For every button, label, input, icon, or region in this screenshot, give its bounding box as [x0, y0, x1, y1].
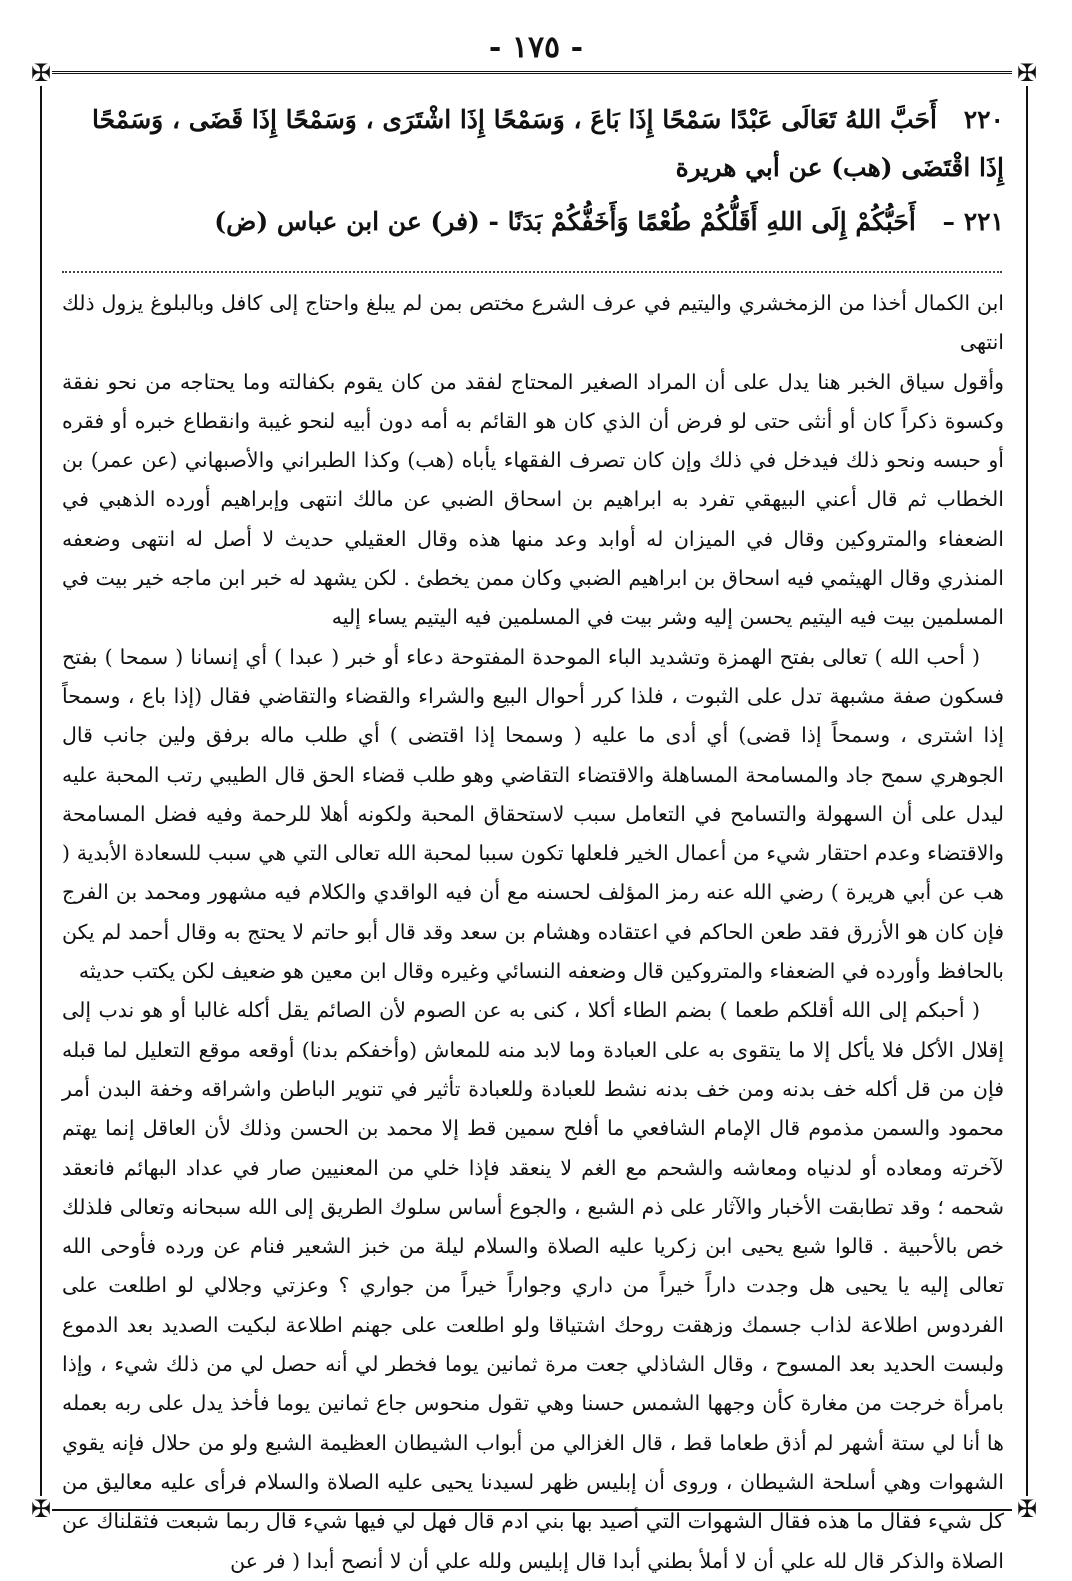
hadith-text: أَحَبَّ اللهُ تَعَالَى عَبْدًا سَمْحًا إِذَا بَاعَ ، وَسَمْحًا إِذَا اشْتَرَى ، وَسَمْحًا إِذَا قَضَى ، وَسَمْحًا إِذَا اقْتَضَى	[92, 105, 1004, 182]
dotted-divider	[62, 271, 1002, 273]
frame-right-rule	[1026, 86, 1028, 1496]
hadith-source: (هب) عن أبي هريرة	[675, 153, 893, 182]
hadith-220	[62, 96, 1004, 192]
hadith-section	[62, 96, 1004, 246]
hadith-text: أَحَبُّكُمْ إِلَى اللهِ أَقَلُّكُمْ طُعْمًا وَأَخَفُّكُمْ بَدَنًا - (فر) عن ابن عباس (ض)	[214, 207, 916, 236]
corner-ornament-icon: ✠	[30, 59, 52, 87]
frame-left-rule	[40, 86, 42, 1496]
corner-ornament-icon: ✠	[1016, 59, 1038, 87]
hadith-number: ٢٢١ –	[942, 207, 1004, 236]
commentary-paragraph: ( أحب الله ) تعالى بفتح الهمزة وتشديد الباء الموحدة المفتوحة دعاء أو خبر ( عبدا ) أي إنسانا ( سمحا ) بفتح فسكون صفة مشبهة تدل على الثبوت ، فلذا كرر أحوال البيع والشراء والقضاء والتقاضي فقال (إذا باع ، وسمحاً إذا اشترى ، وسمحاً إذا قضى) أي أدى ما عليه ( وسمحا إذا اقتضى ) أي طلب ماله برفق ولين جانب قال الجوهري سمح جاد والمسامحة المساهلة والاقتضاء التقاضي وهو طلب قضاء الحق قال الطيبي رتب المحبة عليه ليدل على أن السهولة والتسامح في التعامل سبب لاستحقاق المحبة ولكونه أهلا للرحمة وفيه فضل المسامحة والاقتضاء وعدم احتقار شيء من أعمال الخير فلعلها تكون سببا لمحبة الله تعالى التي هي سبب للسعادة الأبدية ( هب عن أبي هريرة ) رضي الله عنه رمز المؤلف لحسنه مع أن فيه الواقدي والكلام فيه مشهور ومحمد بن الفرج فإن كان هو الأزرق فقد طعن الحاكم في اعتقاده وهشام بن سعد وقد قال أبو حاتم لا يحتج به وقال أحمد لم يكن بالحافظ وأورده في الضعفاء والمتروكين قال وضعفه النسائي وغيره وقال ابن معين هو ضعيف لكن يكتب حديثه	[62, 644, 1004, 984]
corner-ornament-icon: ✠	[1016, 1495, 1038, 1523]
page-number: - ١٧٥ -	[488, 30, 584, 65]
frame-top-rule	[52, 71, 1012, 74]
commentary-paragraph: ( أحبكم إلى الله أقلكم طعما ) بضم الطاء أكلا ، كنى به عن الصوم لأن الصائم يقل أكله غالبا أو هو ندب إلى إقلال الأكل فلا يأكل إلا ما يتقوى به على العبادة وما لابد منه للمعاش (وأخفكم بدنا) أوقعه موقع التعليل لما قبله فإن من قل أكله خف بدنه ومن خف بدنه نشط للعبادة وللعبادة تأثير في تنوير الباطن واشراقه وخفة البدن أمر محمود والسمن مذموم قال الإمام الشافعي ما أفلح سمين قط إلا محمد بن الحسن وذلك لأن العاقل إنما يهتم لآخرته ومعاده أو لدنياه ومعاشه والشحم مع الغم لا ينعقد فإذا خلي من المعنيين صار في عداد البهائم فانعقد شحمه ؛ وقد تطابقت الأخبار والآثار على ذم الشبع ، والجوع أساس سلوك الطريق إلى الله سبحانه وتعالى فلذلك خص بالأحبية . قالوا شبع يحيى ابن زكريا عليه الصلاة والسلام ليلة من خبز الشعير فنام عن ورده فأوحى الله تعالى إليه يا يحيى هل وجدت داراً خيراً من داري وجواراً خيراً من جواري ؟ وعزتي وجلالي لو اطلعت على الفردوس اطلاعة لذاب جسمك وزهقت روحك اشتياقا ولو اطلعت على جهنم اطلاعة لبكيت الصديد بعد الدموع ولبست الحديد بعد المسوح ، وقال الشاذلي جعت مرة ثمانين يوما فخطر لي أنه حصل لي من ذلك شيء ، وإذا بامرأة خرجت من مغارة كأن وجهها الشمس حسنا وهي تقول منحوس جاع ثمانين يوما فأخذ يدل على ربه بعمله ها أنا لي ستة أشهر لم أذق طعاما قط ، قال الغزالي من أبواب الشيطان العظيمة الشبع ولو من حلال فإنه يقوي الشهوات وهي أسلحة الشيطان ، وروى أن إبليس ظهر لسيدنا يحيى عليه الصلاة والسلام فرأى عليه معاليق من كل شيء فقال ما هذه فقال الشهوات التي أصيد بها بني آدم قال فهل لي فيها شيء قال ربما شبعت فثقلناك عن الصلاة والذكر قال لله علي أن لا أملأ بطني أبدا قال إبليس ولله علي أن لا أنصح أبدا ( فر عن	[62, 998, 1004, 1573]
commentary-section	[62, 284, 1004, 1581]
commentary-paragraph: وأقول سياق الخبر هنا يدل على أن المراد الصغير المحتاج لفقد من كان يقوم بكفالته وما يحتاجه من نحو نفقة وكسوة ذكراً كان أو أنثى حتى لو فرض أن الذي كان هو القائم به أمه دون أبيه لنحو غيبة وانقطاع خبره أو فقره أو حبسه ونحو ذلك فيدخل في ذلك وإن كان تصرف الفقهاء يأباه (هب) وكذا الطبراني والأصبهاني (عن عمر) بن الخطاب ثم قال أعني البيهقي تفرد به ابراهيم بن اسحاق الضبي عن مالك انتهى وإبراهيم أورده الذهبي في الضعفاء والمتروكين وقال في الميزان له أوابد وعد منها هذه وقال العقيلي حديث لا أصل له انتهى وضعفه المنذري وقال الهيثمي فيه اسحاق بن ابراهيم الضبي وكان ممن يخطئ . لكن يشهد له خبر ابن ماجه خير بيت في المسلمين بيت فيه اليتيم يحسن إليه وشر بيت في المسلمين فيه اليتيم يساء إليه	[62, 369, 1005, 630]
hadith-221	[62, 198, 1004, 246]
hadith-number: ٢٢٠	[963, 105, 1004, 134]
commentary-paragraph: ابن الكمال أخذا من الزمخشري واليتيم في عرف الشرع مختص بمن لم يبلغ واحتاج إلى كافل وبالبلوغ يزول ذلك انتهى	[62, 291, 1004, 355]
corner-ornament-icon: ✠	[30, 1495, 52, 1523]
